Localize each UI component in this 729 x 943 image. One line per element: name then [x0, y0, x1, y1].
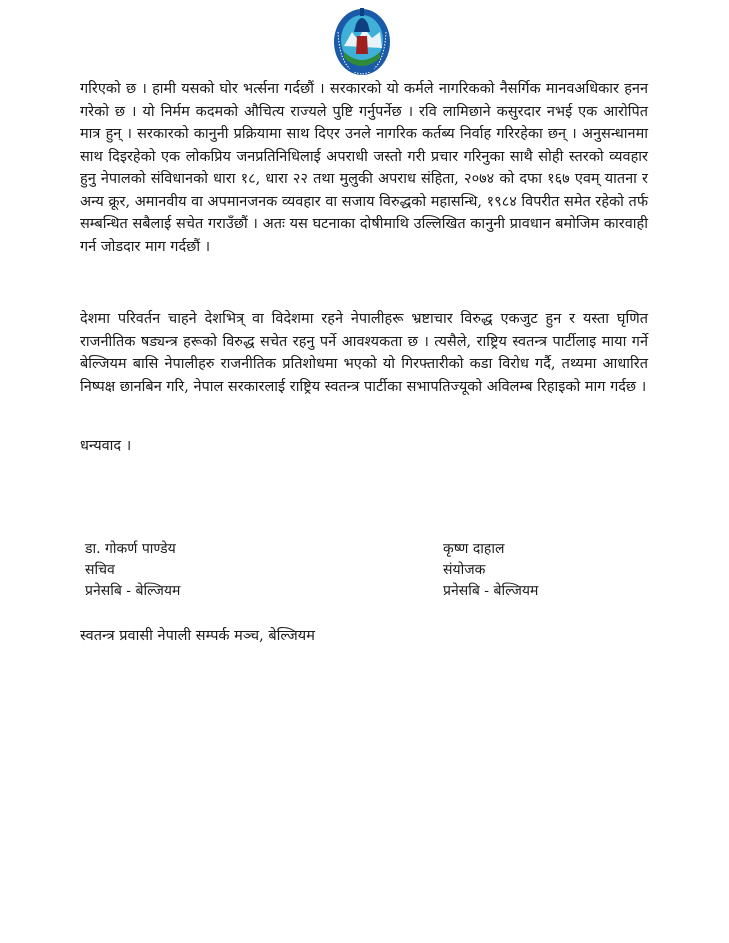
signatory-org: प्रनेसबि - बेल्जियम — [85, 583, 181, 599]
body-paragraph-1: गरिएको छ । हामी यसको घोर भर्त्सना गर्दछौं । सरकारको यो कर्मले नागरिकको नैसर्गिक मानवअधिकार हनन गरेको छ । यो निर्मम कदमको औचित्य राज्यले पुष्टि गर्नुपर्नेछ । रवि लामिछाने कसुरदार नभई एक आरोपित मात्र हुन् । सरकारको कानुनी प्रक्रियामा साथ दिएर उनले नागरिक कर्तब्य निर्वाह गरिरहेका छन् । अनुसन्धानमा साथ दिइरहेको एक लोकप्रिय जनप्रतिनिधिलाई अपराधी जस्तो गरी प्रचार गरिनुका साथै सोही स्तरको व्यवहार हुनु नेपालको संविधानको धारा १८, धारा २२ तथा मुलुकी अपराध संहिता, २०७४ को दफा १६७ एवम् यातना र अन्य क्रूर, अमानवीय वा अपमानजनक व्यवहार वा सजाय विरुद्धको महासन्धि, १९८४ विपरीत समेत रहेको तर्फ सम्बन्धित सबैलाई सचेत गराउँछौं । अतः यस घटनाका दोषीमाथि उल्लिखित कानुनी प्रावधान बमोजिम कारवाही गर्न जोडदार माग गर्दछौं । — [80, 81, 648, 255]
signature-block-right — [443, 539, 538, 602]
signature-block-left — [85, 539, 180, 602]
signatory-org: प्रनेसबि - बेल्जियम — [443, 583, 539, 599]
signatory-name: कृष्ण दाहाल — [443, 541, 505, 557]
signatory-title: सचिव — [85, 562, 115, 578]
organization-footer: स्वतन्त्र प्रवासी नेपाली सम्पर्क मञ्च, बेल्जियम — [80, 628, 315, 644]
organization-logo — [330, 2, 394, 78]
signatory-title: संयोजक — [443, 562, 486, 578]
closing-thanks: धन्यवाद । — [80, 438, 132, 454]
signatory-name: डा. गोकर्ण पाण्डेय — [85, 541, 176, 557]
body-paragraph-2: देशमा परिवर्तन चाहने देशभित्र् वा विदेशमा रहने नेपालीहरू भ्रष्टाचार विरुद्ध एकजुट हुन र यस्ता घृणित राजनीतिक षड्यन्त्र हरूको विरुद्ध सचेत रहनु पर्ने आवश्यकता छ । त्यसैले, राष्ट्रिय स्वतन्त्र पार्टीलाइ माया गर्ने बेल्जियम बासि नेपालीहरु राजनीतिक प्रतिशोधमा भएको यो गिरफ्तारीको कडा विरोध गर्दै, तथ्यमा आधारित निष्पक्ष छानबिन गरि, नेपाल सरकारलाई राष्ट्रिय स्वतन्त्र पार्टीका सभापतिज्यूको अविलम्ब रिहाइको माग गर्दछ । — [80, 311, 648, 395]
